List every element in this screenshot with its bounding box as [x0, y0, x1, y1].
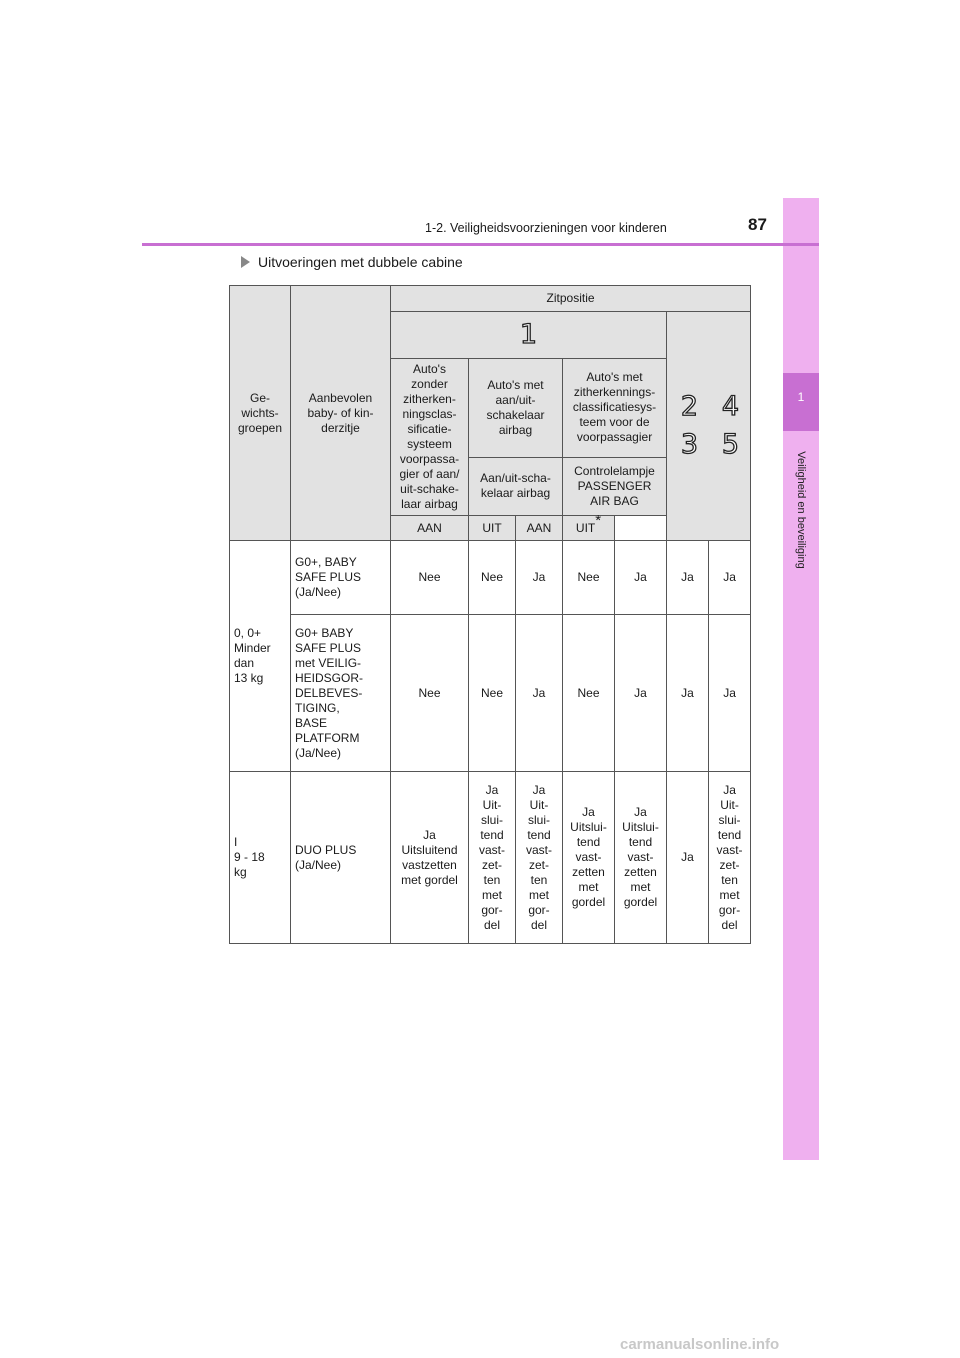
chapter-side-strip [783, 198, 819, 1160]
header-recommended-seat: Aanbevolen baby- of kin- derzitje [291, 286, 391, 541]
value-cell: Ja [709, 541, 751, 615]
seat-cell: G0+, BABY SAFE PLUS (Ja/Nee) [291, 541, 391, 615]
value-cell: Ja [667, 772, 709, 944]
value-cell: Ja Uit- slui- tend vast- zet- ten met gor- del [516, 772, 563, 944]
weight-group-cell: 0, 0+ Minder dan 13 kg [230, 541, 291, 772]
header-weight-groups: Ge- wichts- groepen [230, 286, 291, 541]
header-seat-position: Zitpositie [391, 286, 751, 312]
position-number-3: 3 [680, 429, 699, 460]
header-uit-2: UIT* [563, 516, 615, 541]
value-cell: Ja [615, 615, 667, 772]
subheading-text: Uitvoeringen met dubbele cabine [258, 254, 463, 270]
seat-cell: DUO PLUS (Ja/Nee) [291, 772, 391, 944]
value-cell: Ja Uitslui- tend vast- zetten met gordel [563, 772, 615, 944]
position-number-4: 4 [721, 391, 740, 422]
header-divider [142, 243, 819, 246]
header-with-classification: Auto's met zitherkennings- classificatiesys- teem voor de voorpassagier [563, 359, 667, 458]
chapter-title: Veiligheid en beveiliging [795, 451, 807, 569]
value-cell: Ja Uit- slui- tend vast- zet- ten met gor- del [469, 772, 516, 944]
value-cell: Nee [563, 615, 615, 772]
position-number-1: 1 [519, 319, 538, 350]
position-number-2: 2 [680, 391, 699, 422]
value-cell: Nee [391, 541, 469, 615]
table-row [230, 615, 751, 772]
weight-group-cell: I 9 - 18 kg [230, 772, 291, 944]
value-cell: Ja [516, 541, 563, 615]
header-aan-1: AAN [391, 516, 469, 541]
header-switch-label: Aan/uit-scha- kelaar airbag [469, 457, 563, 515]
header-positions-2-5 [667, 312, 751, 541]
footnote-asterisk: * [595, 511, 602, 529]
value-cell: Ja Uitslui- tend vast- zetten met gordel [615, 772, 667, 944]
header-no-classification: Auto's zonder zitherken- ningsclas- sificatie- systeem voorpassa- gier of aan/ uit-schake- laar airbag [391, 359, 469, 516]
value-cell: Ja [709, 615, 751, 772]
value-cell: Ja [667, 541, 709, 615]
chapter-number: 1 [797, 390, 805, 404]
position-number-5: 5 [721, 429, 740, 460]
seat-cell: G0+ BABY SAFE PLUS met VEILIG- HEIDSGOR- DELBEVES- TIGING, BASE PLATFORM (Ja/Nee) [291, 615, 391, 772]
child-seat-table [229, 285, 751, 944]
table-row [230, 772, 751, 944]
watermark: carmanualsonline.info [620, 1336, 780, 1353]
value-cell: Nee [391, 615, 469, 772]
value-cell: Ja Uit- slui- tend vast- zet- ten met gor- del [709, 772, 751, 944]
value-cell: Nee [563, 541, 615, 615]
header-position-1 [391, 312, 667, 359]
triangle-bullet-icon [241, 256, 250, 268]
subheading [241, 254, 463, 270]
page-number: 87 [748, 215, 767, 234]
value-cell: Nee [469, 615, 516, 772]
value-cell: Ja Uitsluitend vastzetten met gordel [391, 772, 469, 944]
value-cell: Ja [516, 615, 563, 772]
section-title: 1-2. Veiligheidsvoorzieningen voor kinderen [425, 221, 667, 235]
header-lamp-label: Controlelampje PASSENGER AIR BAG [563, 457, 667, 515]
value-cell: Ja [667, 615, 709, 772]
header-aan-2: AAN [516, 516, 563, 541]
value-cell: Nee [469, 541, 516, 615]
header-uit-1: UIT [469, 516, 516, 541]
value-cell: Ja [615, 541, 667, 615]
table-row [230, 541, 751, 615]
header-with-switch: Auto's met aan/uit- schakelaar airbag [469, 359, 563, 458]
